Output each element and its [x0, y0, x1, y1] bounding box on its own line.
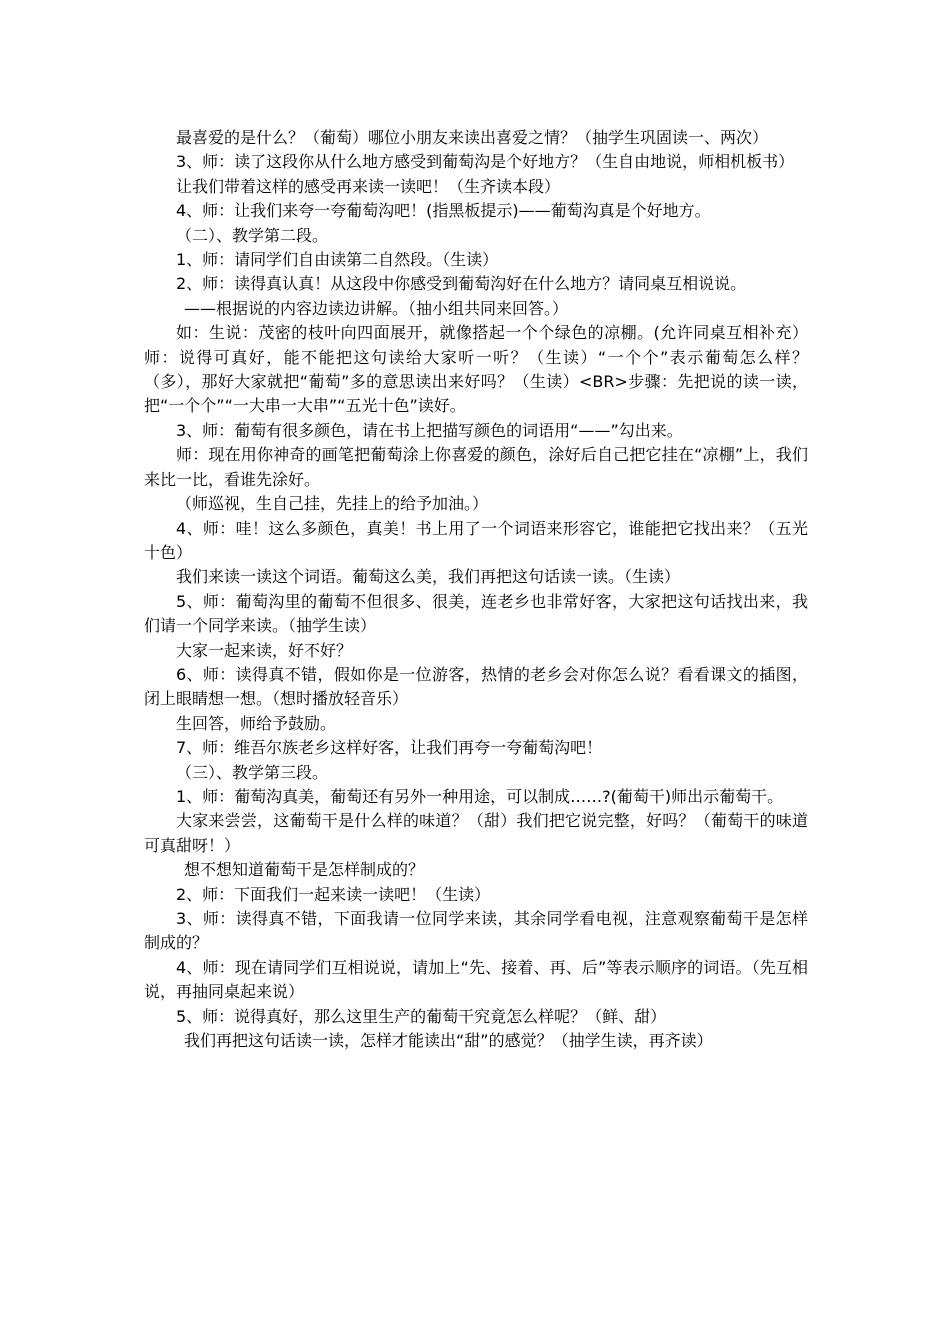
paragraph: 生回答，师给予鼓励。: [176, 713, 337, 733]
paragraph: 5、师：说得真好，那么这里生产的葡萄干究竟怎么样呢？（鲜、甜）: [176, 1006, 667, 1026]
paragraph: 2、师：下面我们一起来读一读吧！（生读）: [176, 884, 491, 904]
paragraph: （师巡视，生自己挂，先挂上的给予加油。）: [176, 494, 489, 514]
paragraph: 如：生说：茂密的枝叶向四面展开，就像搭起一个个绿色的凉棚。(允许同桌互相补充）师：说得可真好，能不能把这句读给大家听一听？（生读）“一个个”表示葡萄怎么样？（多），那好大家就把“葡萄”多的意思读出来好吗？（生读）<BR>步骤：先把说的读一读，把“一个个”“一大串一大串”“五光十色”读好。: [144, 323, 808, 416]
paragraph: 让我们带着这样的感受再来读一读吧！（生齐读本段）: [176, 176, 561, 196]
paragraph: 4、师：现在请同学们互相说说，请加上“先、接着、再、后”等表示顺序的词语。（先互相说，再抽同桌起来说）: [144, 957, 808, 1002]
paragraph: 1、师：葡萄沟真美，葡萄还有另外一种用途，可以制成……?(葡萄干)师出示葡萄干。: [176, 786, 784, 806]
paragraph: 我们来读一读这个词语。葡萄这么美，我们再把这句话读一读。（生读）: [176, 567, 681, 587]
paragraph: 4、师：让我们来夸一夸葡萄沟吧！(指黑板提示)——葡萄沟真是个好地方。: [176, 201, 711, 221]
section-heading: （二）、教学第二段。: [176, 225, 329, 245]
paragraph: 3、师：读得真不错，下面我请一位同学来读，其余同学看电视，注意观察葡萄干是怎样制成的？: [144, 909, 808, 953]
paragraph: 1、师：请同学们自由读第二自然段。（生读）: [176, 250, 499, 270]
paragraph: 6、师：读得真不错，假如你是一位游客，热情的老乡会对你怎么说？看看课文的插图，闭上眼睛想一想。（想时播放轻音乐）: [144, 664, 808, 709]
paragraph: 7、师：维吾尔族老乡这样好客，让我们再夸一夸葡萄沟吧！: [176, 738, 603, 758]
document-page: [144, 126, 808, 1053]
paragraph: 大家来尝尝，这葡萄干是什么样的味道？（甜）我们把它说完整，好吗？（葡萄干的味道可真甜呀！）: [144, 811, 808, 855]
paragraph: 我们再把这句话读一读，怎样才能读出“甜”的感觉？（抽学生读，再齐读）: [184, 1031, 713, 1051]
paragraph: 3、师：读了这段你从什么地方感受到葡萄沟是个好地方？（生自由地说，师相机板书）: [176, 152, 795, 172]
paragraph: 4、师：哇！这么多颜色，真美！书上用了一个词语来形容它，谁能把它找出来？（五光十色）: [144, 518, 808, 562]
paragraph: 2、师：读得真认真！从这段中你感受到葡萄沟好在什么地方？请同桌互相说说。: [176, 274, 747, 294]
paragraph: 5、师：葡萄沟里的葡萄不但很多、很美，连老乡也非常好客，大家把这句话找出来，我们请一个同学来读。（抽学生读）: [144, 591, 808, 636]
paragraph: 3、师：葡萄有很多颜色，请在书上把描写颜色的词语用“——”勾出来。: [176, 420, 683, 440]
paragraph: ——根据说的内容边读边讲解。（抽小组共同来回答。）: [184, 298, 569, 318]
section-heading: （三）、教学第三段。: [176, 762, 329, 782]
paragraph: 师：现在用你神奇的画笔把葡萄涂上你喜爱的颜色，涂好后自己把它挂在“凉棚”上，我们来比一比，看谁先涂好。: [144, 445, 808, 489]
paragraph: 想不想知道葡萄干是怎样制成的？: [184, 860, 425, 880]
paragraph: 最喜爱的是什么？（葡萄）哪位小朋友来读出喜爱之情？（抽学生巩固读一、两次）: [176, 128, 769, 147]
paragraph: 大家一起来读，好不好？: [176, 640, 353, 660]
